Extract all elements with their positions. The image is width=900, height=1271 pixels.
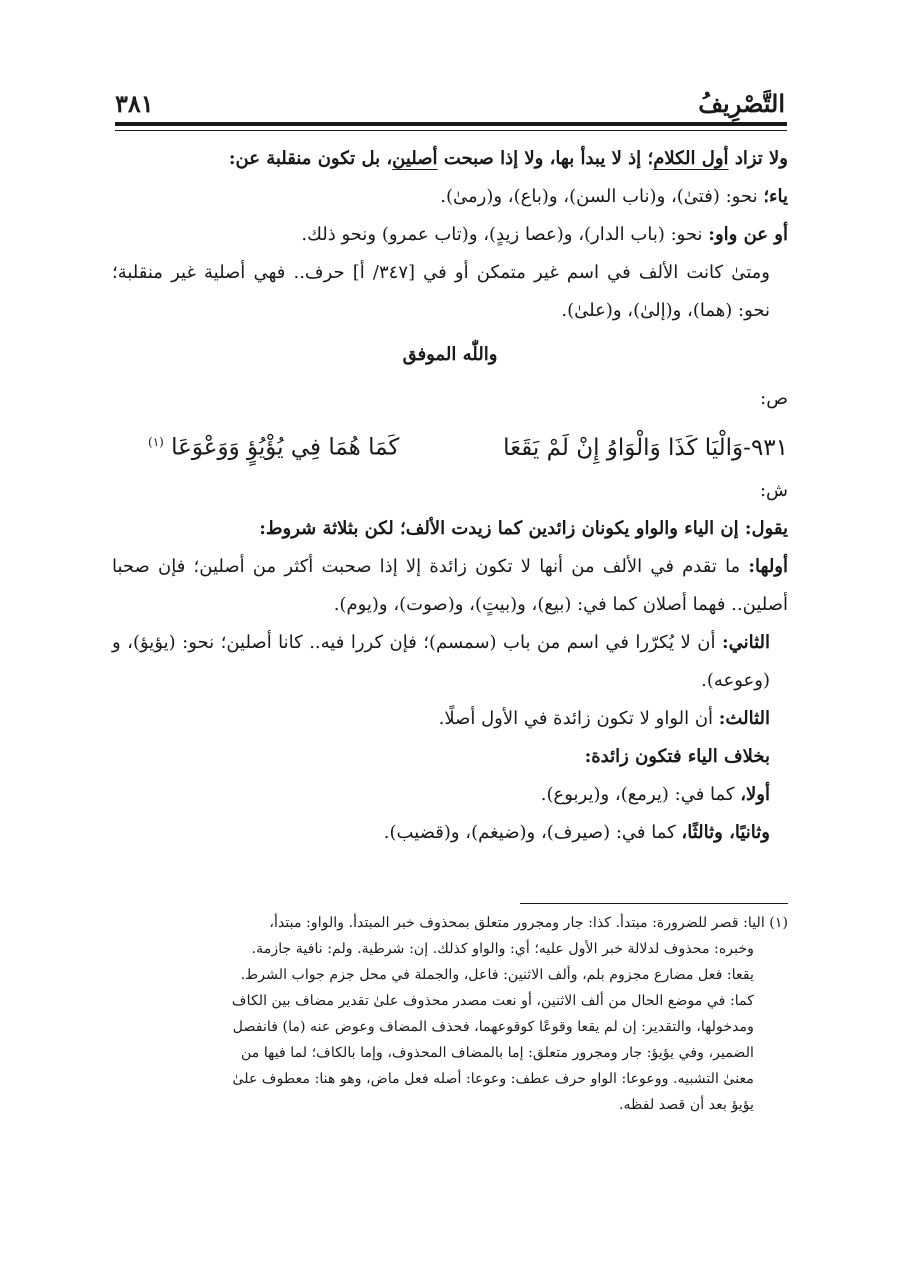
- paragraph-1: ولا تزاد أول الكلام؛ إذ لا يبدأ بها، ولا إذا صبحت أصلين، بل تكون منقلبة عن:: [228, 148, 788, 169]
- paragraph-8: الثالث: أن الواو لا تكون زائدة في الأول أصلًا.: [438, 707, 770, 729]
- footnote-line: يقعا: فعل مضارع مجزوم بلم، وألف الاثنين: فاعل، والجملة في محل جزم جواب الشرط.: [240, 967, 754, 983]
- footnote-line: الضمير، وفي يؤيؤ: جار ومجرور متعلق: إما بالمضاف المحذوف، وإما بالكاف؛ لما فيها من: [240, 1045, 754, 1061]
- footnote: [112, 910, 788, 1118]
- paragraph-9: بخلاف الياء فتكون زائدة:: [584, 745, 770, 767]
- paragraph-6: أولها: ما تقدم في الألف من أنها لا تكون زائدة إلا إذا صحبت أكثر من أصلين؛ فإن صحبا أصلين.. فهما أصلان كما في: (بيع)، و(بيتٍ)، و(صوت)، و(يوم).: [112, 555, 788, 615]
- paragraph-4: ومتىٰ كانت الألف في اسم غير متمكن أو في [٣٤٧/ أ] حرف.. فهي أصلية غير منقلبة؛ نحو: (هما)، و(إلىٰ)، و(علىٰ).: [112, 262, 770, 321]
- main-text: [112, 140, 788, 852]
- paragraph-2: ياء؛ نحو: (فتىٰ)، و(ناب السن)، و(باع)، و(رمىٰ).: [440, 186, 788, 207]
- poem-verse: [112, 418, 788, 472]
- verse-first-hemistich: ٩٣١-وَالْيَا كَذَا وَالْوَاوُ إِنْ لَمْ يَقَعَا: [503, 434, 788, 461]
- paragraph-3: أو عن واو: نحو: (باب الدار)، و(عصا زيدٍ)، و(تاب عمرو) ونحو ذلك.: [301, 224, 788, 245]
- footnote-marker: (١): [148, 435, 164, 449]
- footnote-line: كما: في موضع الحال من ألف الاثنين، أو نعت مصدر محذوف علىٰ تقدير مضاف بين الكاف: [231, 993, 754, 1009]
- footnote-line: ومدخولها، والتقدير: إن لم يقعا وقوعًا كوقوعهما، فحذف المضاف وعوض عنه (ما) فانفصل: [232, 1019, 754, 1035]
- running-title: التَّصْرِيفُ: [698, 89, 785, 118]
- footnote-line: وخبره: محذوف لدلالة خبر الأول عليه؛ أي: والواو كذلك. إن: شرطية. ولم: نافية جازمة.: [251, 941, 754, 957]
- footnote-line: (١) اليا: قصر للضرورة: مبتدأ. كذا: جار ومجرور متعلق بمحذوف خبر المبتدأ. والواو: مبتدأ،: [269, 915, 788, 931]
- header-rule-thin: [115, 130, 787, 131]
- footnote-separator: [520, 903, 788, 904]
- paragraph-5: يقول: إن الياء والواو يكونان زائدين كما زيدت الألف؛ لكن بثلاثة شروط:: [259, 517, 788, 539]
- sad-marker: ص:: [760, 388, 788, 409]
- paragraph-10: أولا، كما في: (يرمع)، و(يربوع).: [540, 783, 770, 805]
- footnote-number: (١): [769, 915, 788, 931]
- verse-second-hemistich: كَمَا هُمَا فِي يُؤْيُؤٍ وَوَعْوَعَا $^{(١)}$: [148, 434, 400, 461]
- header-rule-thick: [115, 122, 787, 126]
- footnote-line: معنىٰ التشبيه. ووعوعا: الواو حرف عطف: وعوعا: أصله فعل ماض، وهو هنا: معطوف علىٰ: [232, 1071, 754, 1087]
- closing-phrase: واللّٰه الموفق: [402, 344, 498, 365]
- page-header: [115, 78, 785, 118]
- paragraph-7: الثاني: أن لا يُكرّرا في اسم من باب (سمسم)؛ فإن كررا فيه.. كانا أصلين؛ نحو: (يؤيؤ)، و (وعوعه).: [112, 631, 770, 691]
- shin-marker: ش:: [759, 479, 788, 501]
- page-number: ٣٨١: [115, 89, 154, 118]
- paragraph-11: وثانيًا، وثالثًا، كما في: (صيرف)، و(ضيغم)، و(قضيب).: [383, 821, 770, 843]
- footnote-line: يؤيؤ بعد أن قصد لفظه.: [619, 1097, 754, 1113]
